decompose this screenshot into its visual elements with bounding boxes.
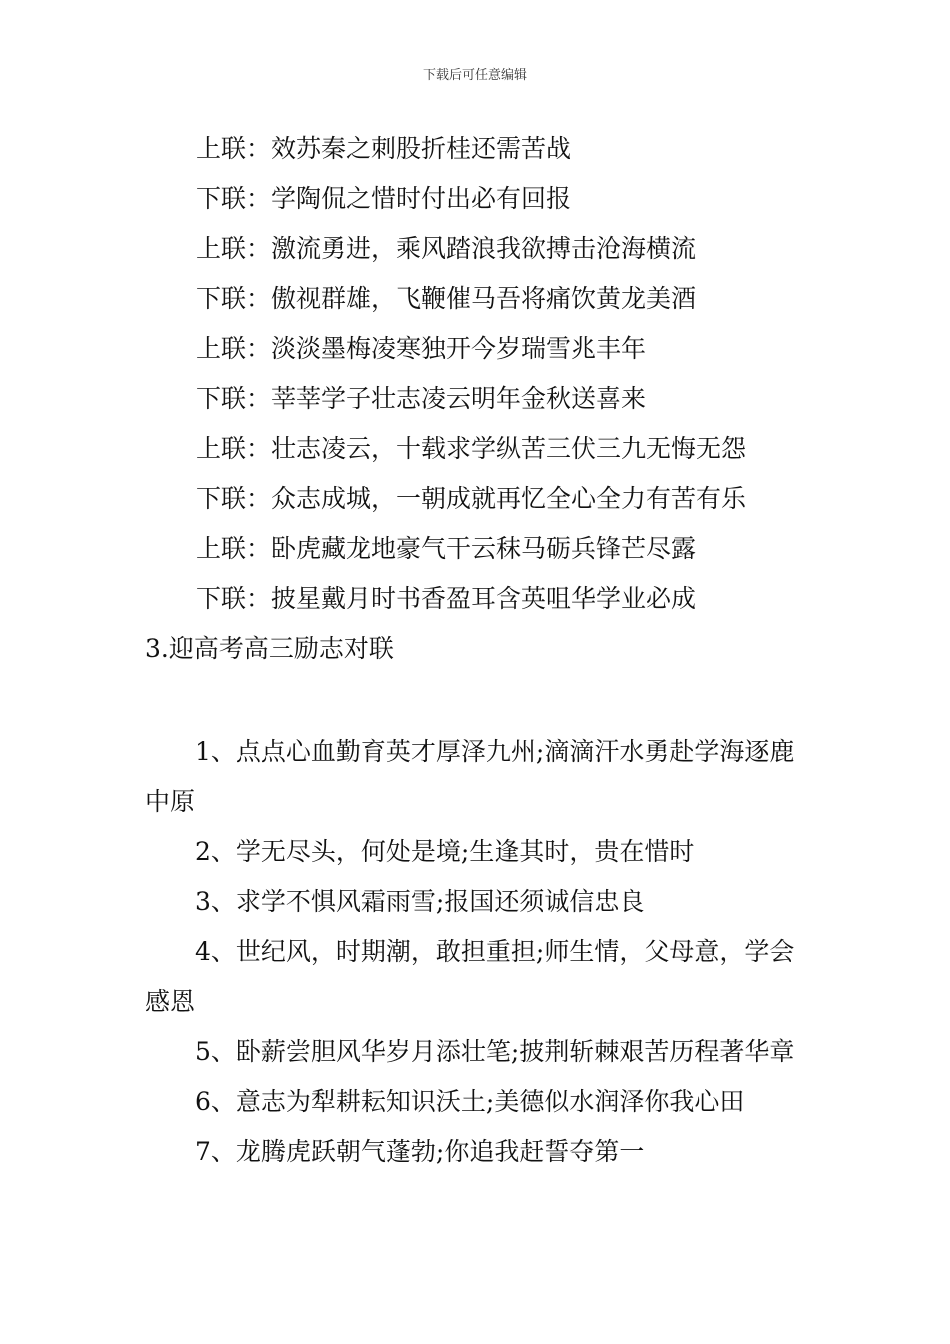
couplet-line bbox=[196, 428, 896, 478]
couplet-text: 效苏秦之刺股折桂还需苦战 bbox=[271, 134, 572, 163]
couplet-line bbox=[196, 128, 896, 178]
couplet-label: 上联： bbox=[196, 534, 272, 563]
couplet-label: 下联： bbox=[196, 184, 272, 213]
couplet-line bbox=[196, 328, 896, 378]
list-item: 4、世纪风，时期潮，敢担重担;师生情，父母意，学会感恩 bbox=[145, 937, 795, 1016]
couplet-label: 上联： bbox=[196, 434, 272, 463]
couplet-text: 众志成城，一朝成就再忆全心全力有苦有乐 bbox=[271, 484, 747, 513]
section-title: 3.迎高考高三励志对联 bbox=[145, 634, 394, 663]
couplet-numbered-list bbox=[145, 727, 815, 1177]
couplet-line bbox=[196, 528, 896, 578]
couplet-label: 下联： bbox=[196, 284, 272, 313]
couplet-label: 下联： bbox=[196, 384, 272, 413]
list-item: 7、龙腾虎跃朝气蓬勃;你追我赶誓夺第一 bbox=[195, 1137, 645, 1166]
couplet-label: 下联： bbox=[196, 584, 272, 613]
couplet-line bbox=[196, 278, 896, 328]
couplet-label: 上联： bbox=[196, 234, 272, 263]
couplet-line bbox=[196, 378, 896, 428]
couplet-list bbox=[196, 128, 896, 628]
couplet-text: 学陶侃之惜时付出必有回报 bbox=[271, 184, 572, 213]
couplet-line bbox=[196, 178, 896, 228]
couplet-text: 傲视群雄，飞鞭催马吾将痛饮黄龙美酒 bbox=[271, 284, 697, 313]
couplet-label: 上联： bbox=[196, 334, 272, 363]
couplet-text: 壮志凌云，十载求学纵苦三伏三九无悔无怨 bbox=[271, 434, 747, 463]
couplet-label: 下联： bbox=[196, 484, 272, 513]
couplet-text: 卧虎藏龙地豪气干云秣马砺兵锋芒尽露 bbox=[271, 534, 697, 563]
list-item: 6、意志为犁耕耘知识沃土;美德似水润泽你我心田 bbox=[195, 1087, 745, 1116]
couplet-line bbox=[196, 478, 896, 528]
couplet-text: 淡淡墨梅凌寒独开今岁瑞雪兆丰年 bbox=[271, 334, 647, 363]
list-item: 3、求学不惧风霜雨雪;报国还须诚信忠良 bbox=[195, 887, 645, 916]
couplet-label: 上联： bbox=[196, 134, 272, 163]
couplet-text: 激流勇进，乘风踏浪我欲搏击沧海横流 bbox=[271, 234, 697, 263]
couplet-line bbox=[196, 228, 896, 278]
couplet-line bbox=[196, 578, 896, 628]
list-item: 2、学无尽头，何处是境;生逢其时，贵在惜时 bbox=[195, 837, 695, 866]
page-header: 下载后可任意编辑 bbox=[422, 68, 527, 83]
list-item: 1、点点心血勤育英才厚泽九州;滴滴汗水勇赴学海逐鹿中原 bbox=[145, 737, 795, 816]
couplet-text: 莘莘学子壮志凌云明年金秋送喜来 bbox=[271, 384, 647, 413]
couplet-text: 披星戴月时书香盈耳含英咀华学业必成 bbox=[271, 584, 697, 613]
list-item: 5、卧薪尝胆风华岁月添壮笔;披荆斩棘艰苦历程著华章 bbox=[195, 1037, 795, 1066]
